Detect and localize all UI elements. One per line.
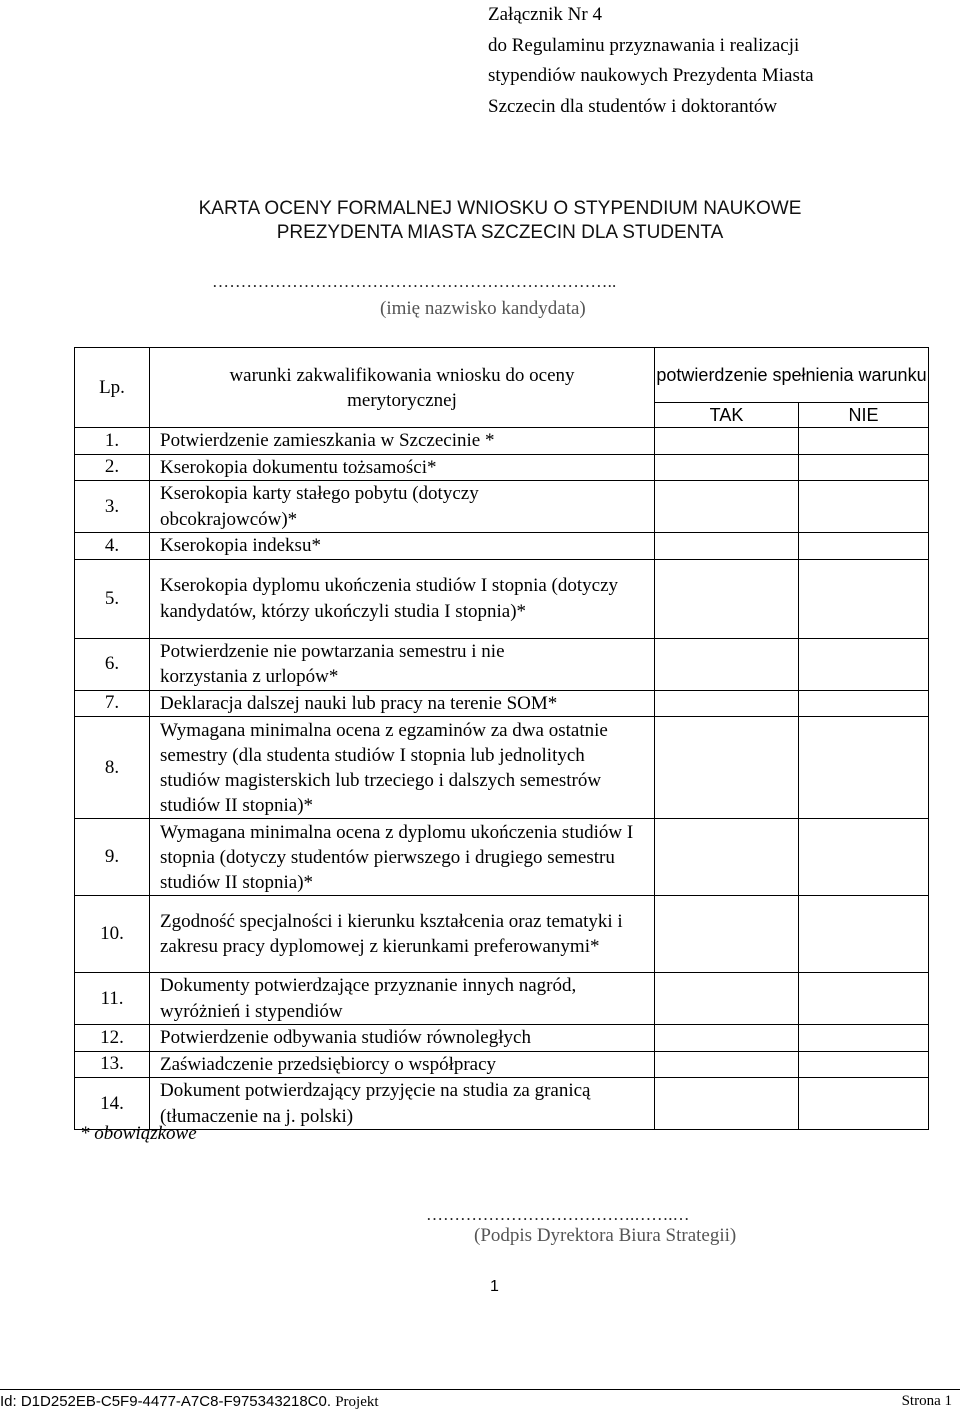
evaluation-table — [74, 347, 929, 1130]
tak-cell[interactable] — [655, 717, 799, 819]
row-condition: Wymagana minimalna ocena z egzaminów za dwa ostatnie semestry (dla studenta studiów I stopnia lub jednolitych studiów magisterskich lub trzeciego i dalszych semestrów studiów II stopnia)* — [150, 717, 655, 819]
tak-cell[interactable] — [655, 533, 799, 560]
nie-cell[interactable] — [799, 454, 929, 481]
nie-cell[interactable] — [799, 896, 929, 973]
tak-cell[interactable] — [655, 1025, 799, 1052]
attachment-line: stypendiów naukowych Prezydenta Miasta — [488, 65, 814, 86]
row-condition: Potwierdzenie odbywania studiów równoległych — [150, 1025, 655, 1052]
tak-cell[interactable] — [655, 690, 799, 717]
table-row — [75, 819, 929, 896]
no-header: NIE — [799, 403, 929, 428]
table-row — [75, 1025, 929, 1052]
nie-cell[interactable] — [799, 1051, 929, 1078]
row-number: 3. — [75, 481, 150, 533]
row-condition: Kserokopia dyplomu ukończenia studiów I stopnia (dotyczy kandydatów, którzy ukończyli studia I stopnia)* — [150, 559, 655, 638]
table-row — [75, 717, 929, 819]
row-number: 11. — [75, 973, 150, 1025]
table-row — [75, 428, 929, 455]
row-condition: Kserokopia indeksu* — [150, 533, 655, 560]
row-number: 6. — [75, 638, 150, 690]
row-condition: Zaświadczenie przedsiębiorcy o współpracy — [150, 1051, 655, 1078]
tak-cell[interactable] — [655, 559, 799, 638]
nie-cell[interactable] — [799, 973, 929, 1025]
row-number: 7. — [75, 690, 150, 717]
mandatory-note: * obowiązkowe — [80, 1123, 197, 1144]
document-title — [0, 197, 960, 245]
title-line-1: KARTA OCENY FORMALNEJ WNIOSKU O STYPENDIUM NAUKOWE — [198, 198, 802, 219]
tak-cell[interactable] — [655, 1078, 799, 1130]
nie-cell[interactable] — [799, 690, 929, 717]
row-condition: Zgodność specjalności i kierunku kształcenia oraz tematyki i zakresu pracy dyplomowej z kierunkami preferowanymi* — [150, 896, 655, 973]
nie-cell[interactable] — [799, 638, 929, 690]
tak-cell[interactable] — [655, 454, 799, 481]
table-row — [75, 454, 929, 481]
row-number: 4. — [75, 533, 150, 560]
nie-cell[interactable] — [799, 559, 929, 638]
nie-cell[interactable] — [799, 428, 929, 455]
candidate-name-label: (imię nazwisko kandydata) — [380, 298, 586, 319]
nie-cell[interactable] — [799, 717, 929, 819]
row-number: 2. — [75, 454, 150, 481]
signature-field[interactable]: ……………………………….…….… — [426, 1205, 690, 1224]
nie-cell[interactable] — [799, 819, 929, 896]
signature-label: (Podpis Dyrektora Biura Strategii) — [474, 1225, 737, 1246]
tak-cell[interactable] — [655, 638, 799, 690]
nie-cell[interactable] — [799, 1078, 929, 1130]
candidate-name-field[interactable]: …………………………………………………………….. — [212, 272, 617, 291]
tak-cell[interactable] — [655, 819, 799, 896]
row-condition: Kserokopia dokumentu tożsamości* — [150, 454, 655, 481]
table-row — [75, 1078, 929, 1130]
attachment-line: Szczecin dla studentów i doktorantów — [488, 95, 778, 117]
tak-cell[interactable] — [655, 1051, 799, 1078]
title-line-2: PREZYDENTA MIASTA SZCZECIN DLA STUDENTA — [276, 222, 724, 243]
table-row — [75, 896, 929, 973]
page-number: 1 — [490, 1278, 499, 1295]
nie-cell[interactable] — [799, 1025, 929, 1052]
conditions-header: warunki zakwalifikowania wniosku do oceny merytorycznej — [150, 348, 655, 428]
document-id — [0, 1393, 379, 1411]
row-condition: Dokument potwierdzający przyjęcie na studia za granicą (tłumaczenie na j. polski) — [150, 1078, 655, 1130]
table-row — [75, 973, 929, 1025]
table-row — [75, 638, 929, 690]
tak-cell[interactable] — [655, 896, 799, 973]
table-row — [75, 559, 929, 638]
tak-cell[interactable] — [655, 428, 799, 455]
row-number: 9. — [75, 819, 150, 896]
row-condition: Wymagana minimalna ocena z dyplomu ukończenia studiów I stopnia (dotyczy studentów pierwszego i drugiego semestru studiów II stopnia)* — [150, 819, 655, 896]
table-row — [75, 533, 929, 560]
footer-divider — [0, 1389, 960, 1390]
project-label: Projekt — [335, 1394, 379, 1410]
row-number: 13. — [75, 1051, 150, 1078]
row-number: 12. — [75, 1025, 150, 1052]
table-row — [75, 690, 929, 717]
row-condition: Deklaracja dalszej nauki lub pracy na terenie SOM* — [150, 690, 655, 717]
lp-header: Lp. — [75, 348, 150, 428]
confirmation-header: potwierdzenie spełnienia warunku — [655, 348, 929, 403]
attachment-line: do Regulaminu przyznawania i realizacji — [488, 34, 800, 56]
row-number: 5. — [75, 559, 150, 638]
row-number: 14. — [75, 1078, 150, 1130]
attachment-header — [488, 0, 814, 122]
tak-cell[interactable] — [655, 481, 799, 533]
table-row — [75, 1051, 929, 1078]
table-row — [75, 481, 929, 533]
row-number: 1. — [75, 428, 150, 455]
attachment-line: Załącznik Nr 4 — [488, 4, 602, 25]
nie-cell[interactable] — [799, 533, 929, 560]
nie-cell[interactable] — [799, 481, 929, 533]
row-number: 8. — [75, 717, 150, 819]
document-id-text: Id: D1D252EB-C5F9-4477-A7C8-F975343218C0. — [0, 1393, 332, 1410]
row-number: 10. — [75, 896, 150, 973]
row-condition: Dokumenty potwierdzające przyznanie innych nagród, wyróżnień i stypendiów — [150, 973, 655, 1025]
footer-page-label: Strona 1 — [901, 1393, 952, 1409]
row-condition: Potwierdzenie zamieszkania w Szczecinie * — [150, 428, 655, 455]
row-condition: Potwierdzenie nie powtarzania semestru i nie korzystania z urlopów* — [150, 638, 655, 690]
yes-header: TAK — [655, 403, 799, 428]
tak-cell[interactable] — [655, 973, 799, 1025]
row-condition: Kserokopia karty stałego pobytu (dotyczy obcokrajowców)* — [150, 481, 655, 533]
